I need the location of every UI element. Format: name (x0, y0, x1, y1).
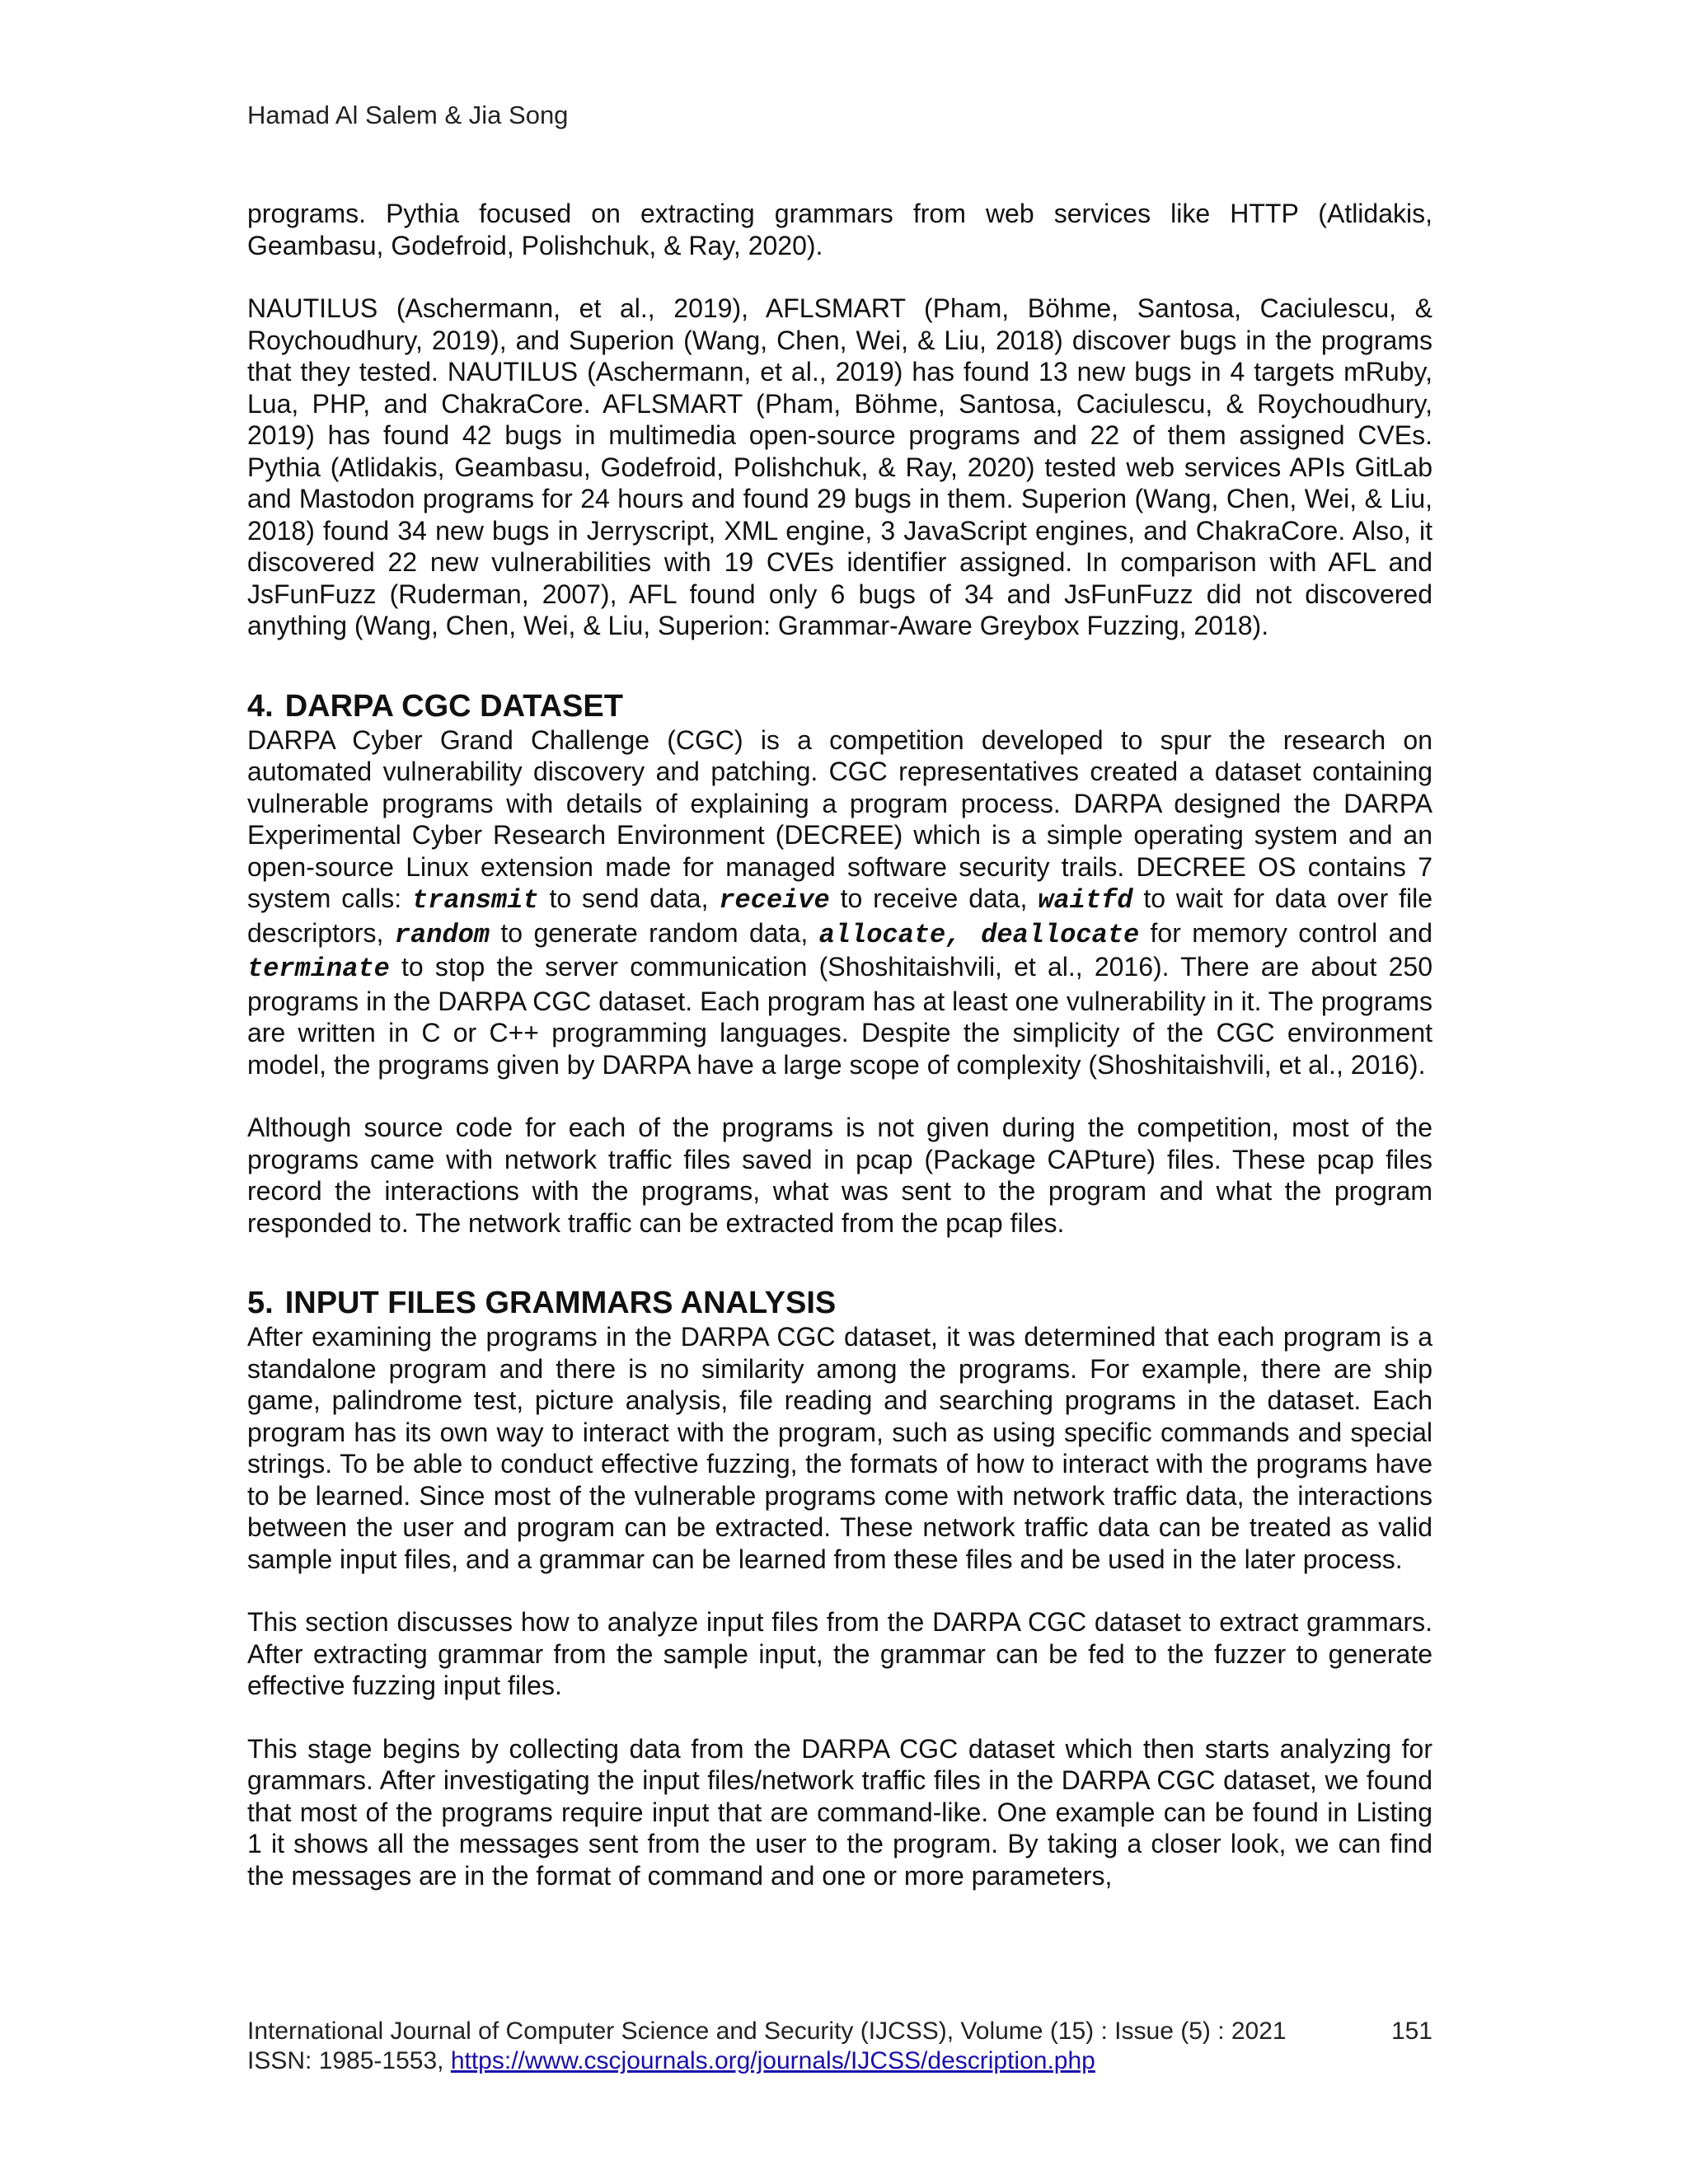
paragraph-data-collection: This stage begins by collecting data from the DARPA CGC dataset which then starts analyzing for grammars. After investigating the input files/network traffic files in the DARPA CGC dataset, we found that most of the programs require input that are command-like. One example can be found in Listing 1 it shows all the messages sent from the user to the program. By taking a closer look, we can find the messages are in the format of command and one or more parameters, (247, 1733, 1432, 1891)
footer-issn: ISSN: 1985-1553, (247, 2047, 451, 2074)
paragraph-tool-results: NAUTILUS (Aschermann, et al., 2019), AFLSMART (Pham, Böhme, Santosa, Caciulescu, & Roychoudhury, 2019), and Superion (Wang, Chen, Wei, & Liu, 2018) discover bugs in the programs that they tested. NAUTILUS (Aschermann, et al., 2019) has found 13 new bugs in 4 targets mRuby, Lua, PHP, and ChakraCore. AFLSMART (Pham, Böhme, Santosa, Caciulescu, & Roychoudhury, 2019) has found 42 bugs in multimedia open-source programs and 22 of them assigned CVEs. Pythia (Atlidakis, Geambasu, Godefroid, Polishchuk, & Ray, 2020) tested web services APIs GitLab and Mastodon programs for 24 hours and found 29 bugs in them. Superion (Wang, Chen, Wei, & Liu, 2018) found 34 new bugs in Jerryscript, XML engine, 3 JavaScript engines, and ChakraCore. Also, it discovered 22 new vulnerabilities with 19 CVEs identifier assigned. In comparison with AFL and JsFunFuzz (Ruderman, 2007), AFL found only 6 bugs of 34 and JsFunFuzz did not discovered anything (Wang, Chen, Wei, & Liu, Superion: Grammar-Aware Greybox Fuzzing, 2018). (247, 293, 1432, 640)
page-body (247, 198, 1432, 1891)
running-header-authors: Hamad Al Salem & Jia Song (247, 101, 569, 129)
text-run: to generate random data, (490, 917, 819, 948)
section-title: DARPA CGC DATASET (284, 688, 623, 724)
text-run: for memory control and (1139, 917, 1433, 948)
section-title: INPUT FILES GRAMMARS ANALYSIS (284, 1286, 837, 1320)
footer-issn-row (247, 2046, 1432, 2076)
footer-journal-row (247, 2017, 1432, 2046)
text-run: to stop the server communication (Shoshitaishvili, et al., 2016). There are about 250 programs in the DARPA CGC dataset. Each program has at least one vulnerability in it. The programs are written in C or C++ programming languages. Despite the simplicity of the CGC environment model, the programs given by DARPA have a large scope of complexity (Shoshitaishvili, et al., 2016). (247, 952, 1432, 1080)
syscall-receive: receive (719, 885, 830, 916)
section-heading-darpa-cgc-dataset (247, 688, 1432, 724)
text-run: to receive data, (829, 883, 1039, 913)
section-number: 4. (247, 688, 274, 724)
section-heading-input-files-grammars-analysis (247, 1285, 1432, 1321)
footer-journal-citation: International Journal of Computer Science and Security (IJCSS), Volume (15) : Issue (5) : 2021 (247, 2018, 1287, 2045)
paragraph-pcap-files: Although source code for each of the programs is not given during the competition, most of the programs came with network traffic files saved in pcap (Package CAPture) files. These pcap files record the interactions with the programs, what was sent to the program and what the program responded to. The network traffic can be extracted from the pcap files. (247, 1113, 1432, 1238)
syscall-terminate: terminate (247, 954, 390, 984)
section-number: 5. (247, 1286, 274, 1320)
text-run: DARPA Cyber Grand Challenge (CGC) is a competition developed to spur the research on automated vulnerability discovery and patching. CGC representatives created a dataset containing vulnerable programs with details of explaining a program process. DARPA designed the DARPA Experimental Cyber Research Environment (DECREE) which is a simple operating system and an open-source Linux extension made for managed software security trails. DECREE OS contains 7 system calls: (247, 724, 1432, 913)
text-run: to send data, (538, 883, 720, 913)
paragraph-program-examination: After examining the programs in the DARPA CGC dataset, it was determined that each program is a standalone program and there is no similarity among the programs. For example, there are ship game, palindrome test, picture analysis, file reading and searching programs in the dataset. Each program has its own way to interact with the program, such as using specific commands and special strings. To be able to conduct effective fuzzing, the formats of how to interact with the programs have to be learned. Since most of the vulnerable programs come with network traffic data, the interactions between the user and program can be extracted. These network traffic data can be treated as valid sample input files, and a grammar can be learned from these files and be used in the later process. (247, 1322, 1432, 1574)
syscall-allocate-deallocate: allocate, deallocate (818, 919, 1140, 950)
page-footer (247, 2017, 1432, 2076)
syscall-waitfd: waitfd (1038, 885, 1133, 916)
page-number: 151 (1390, 2018, 1432, 2045)
paragraph-pythia: programs. Pythia focused on extracting grammars from web services like HTTP (Atlidakis, Geambasu, Godefroid, Polishchuk, & Ray, 2020). (247, 199, 1432, 260)
syscall-transmit: transmit (411, 885, 539, 916)
syscall-random: random (394, 919, 490, 950)
paragraph-darpa-cgc-description (247, 724, 1432, 1081)
journal-description-link[interactable]: https://www.cscjournals.org/journals/IJCSS/description.php (450, 2047, 1095, 2074)
text-run: to wait for data over file descriptors, (247, 883, 1433, 948)
paragraph-section-overview: This section discusses how to analyze input files from the DARPA CGC dataset to extract grammars. After extracting grammar from the sample input, the grammar can be fed to the fuzzer to generate effective fuzzing input files. (247, 1607, 1432, 1700)
